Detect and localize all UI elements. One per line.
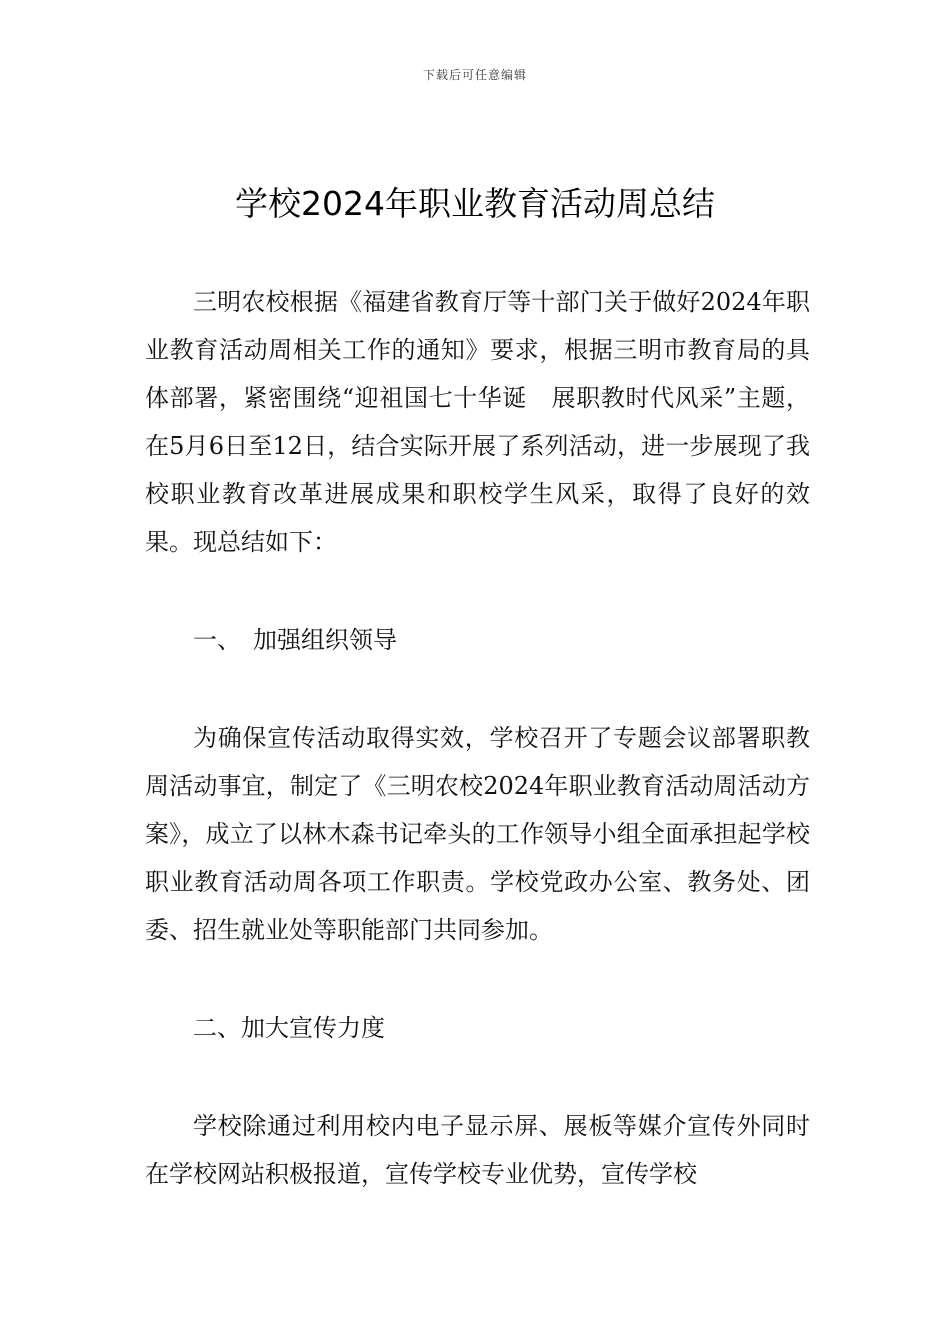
intro-paragraph: 三明农校根据《福建省教育厅等十部门关于做好2024年职业教育活动周相关工作的通知》要求，根据三明市教育局的具体部署，紧密围绕“迎祖国七十华诞 展职教时代风采”主题，在5月6日至12日，结合实际开展了系列活动，进一步展现了我校职业教育改革进展成果和职校学生风采，取得了良好的效果。现总结如下：	[145, 288, 810, 556]
section-1-heading: 一、 加强组织领导	[193, 626, 397, 654]
spacer	[145, 1052, 810, 1102]
section-2-paragraph: 学校除通过利用校内电子显示屏、展板等媒介宣传外同时在学校网站积极报道，宣传学校专业优势，宣传学校	[145, 1112, 810, 1188]
spacer	[145, 954, 810, 1004]
spacer	[145, 664, 810, 714]
section-1-paragraph: 为确保宣传活动取得实效，学校召开了专题会议部署职教周活动事宜，制定了《三明农校2024年职业教育活动周活动方案》，成立了以林木森书记牵头的工作领导小组全面承担起学校职业教育活动周各项工作职责。学校党政办公室、教务处、团委、招生就业处等职能部门共同参加。	[145, 724, 810, 944]
section-2-heading: 二、加大宣传力度	[193, 1014, 385, 1042]
header-note: 下载后可任意编辑	[422, 68, 527, 82]
document-title: 学校2024年职业教育活动周总结	[235, 184, 715, 223]
document-body	[145, 278, 810, 1198]
spacer	[145, 566, 810, 616]
